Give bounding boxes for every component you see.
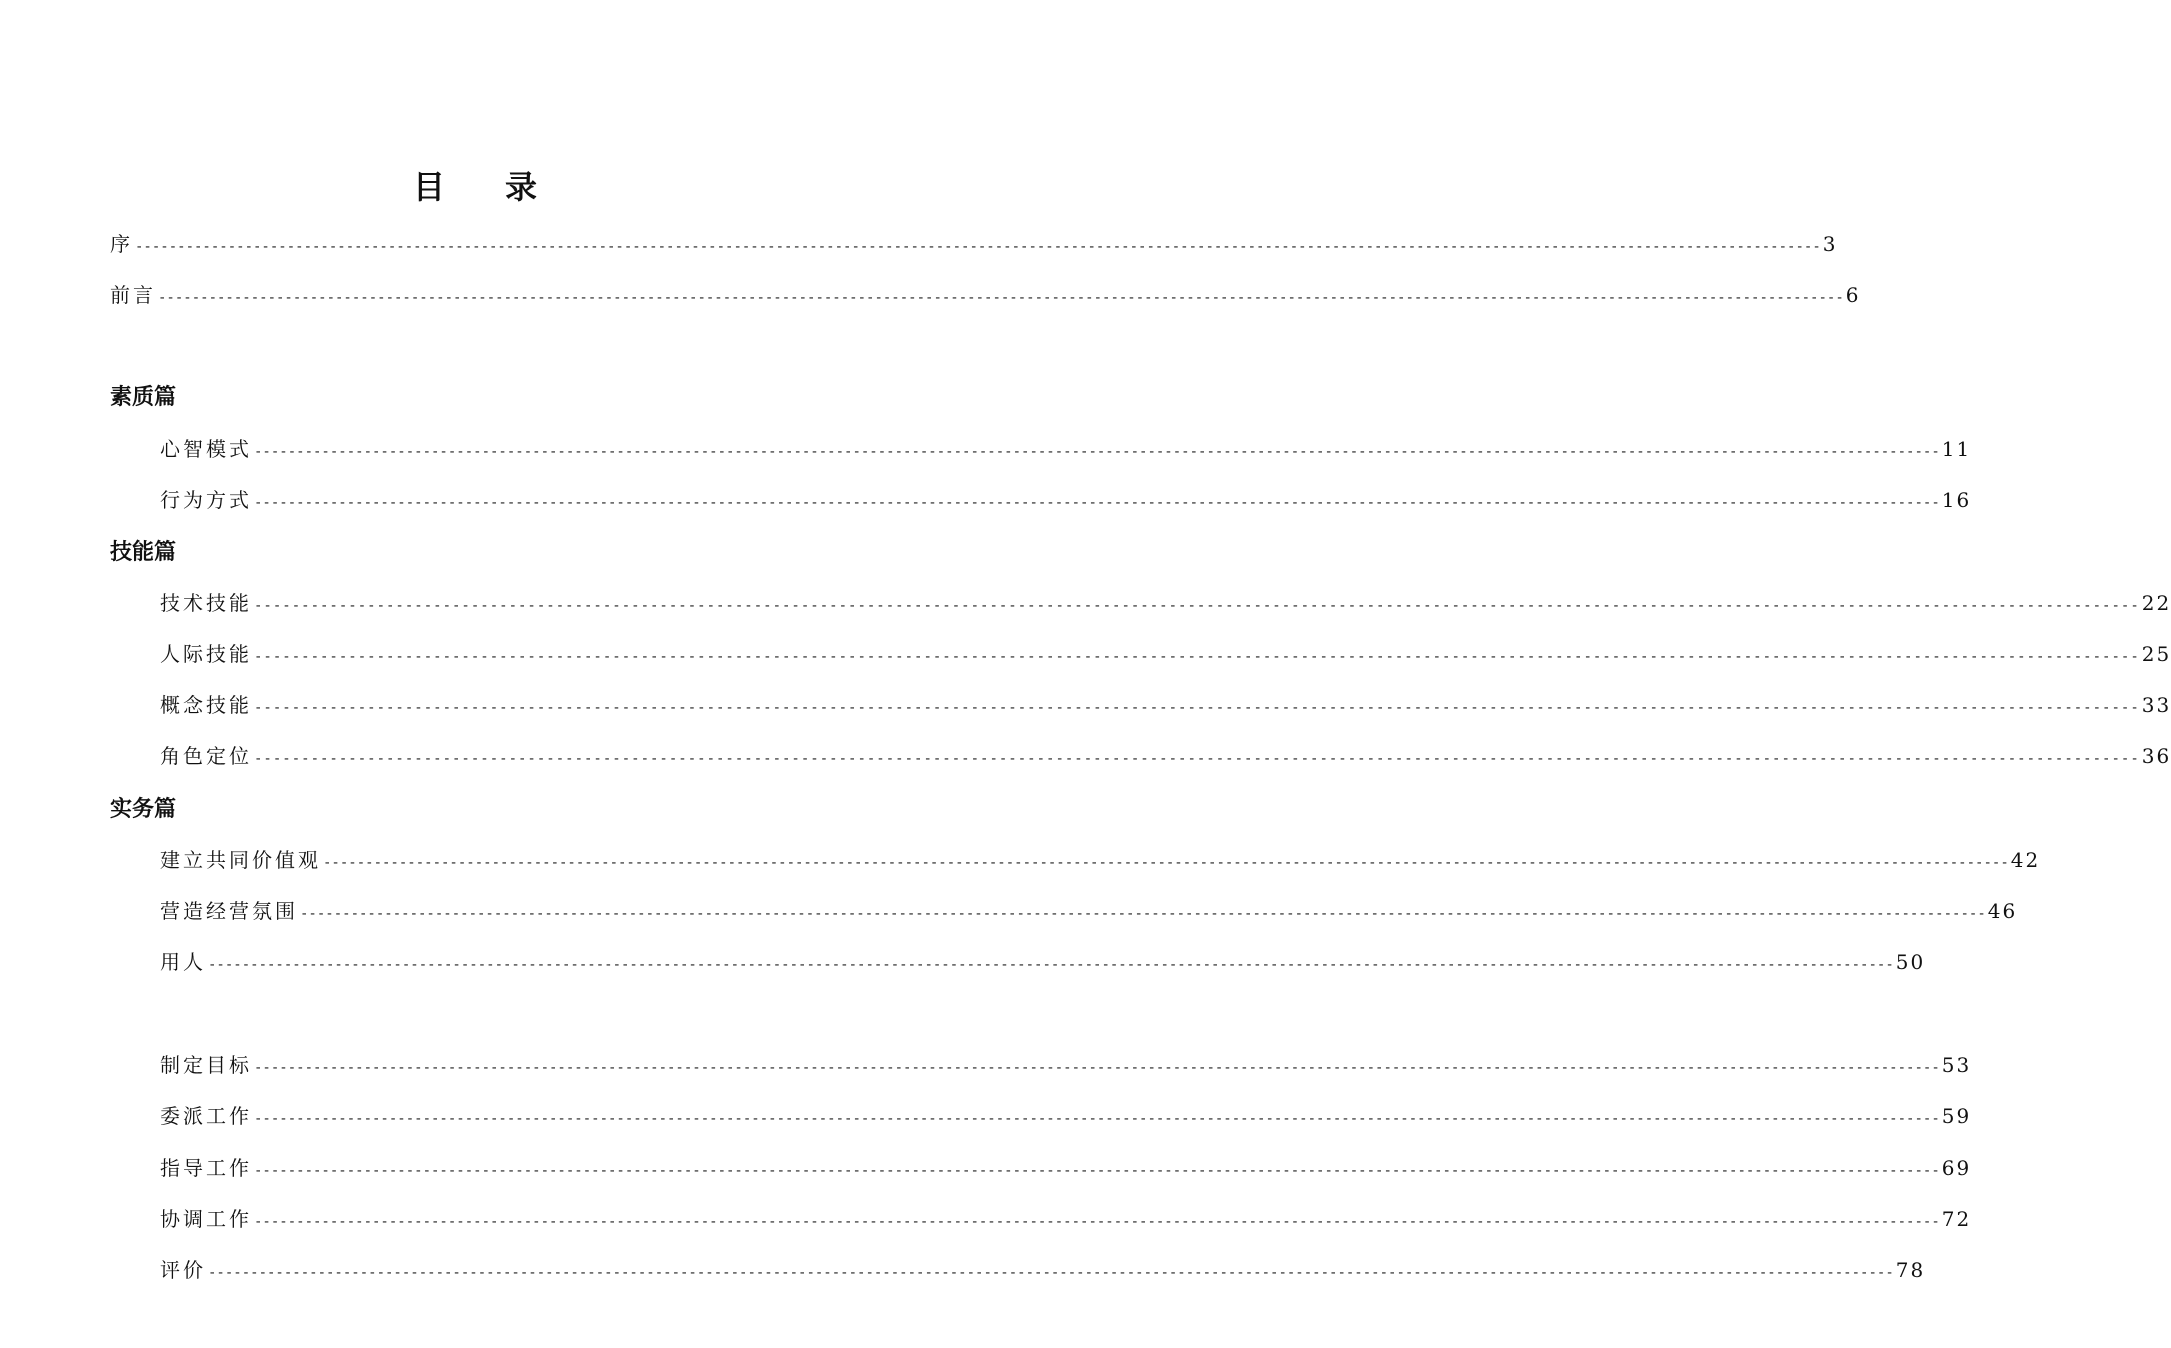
toc-entry-label: 评价 — [160, 1258, 206, 1282]
dot-leader: -------------------------------------------------------------------------------------------------------------------------------------------------------------------------------------------------------- — [158, 290, 1844, 306]
toc-entry[interactable] — [160, 895, 2018, 923]
toc-entry[interactable] — [160, 844, 2041, 872]
dot-leader: -------------------------------------------------------------------------------------------------------------------------------------------------------------------------------------------------------- — [254, 1111, 1940, 1127]
toc-entry-label: 协调工作 — [160, 1207, 252, 1231]
toc-entry-page: 3 — [1822, 232, 1838, 256]
toc-entry-page: 16 — [1941, 488, 1972, 512]
toc-entry-page: 46 — [1987, 899, 2018, 923]
section-heading-quality: 素质篇 — [110, 385, 177, 410]
dot-leader: -------------------------------------------------------------------------------------------------------------------------------------------------------------------------------------------------------- — [300, 906, 1986, 922]
toc-entry-page: 72 — [1941, 1207, 1972, 1231]
toc-entry-label: 委派工作 — [160, 1104, 252, 1128]
toc-entry-label: 人际技能 — [160, 642, 252, 666]
toc-entry[interactable] — [160, 946, 1926, 974]
toc-entry[interactable] — [160, 638, 2171, 666]
dash-leader: -------------------------------------------------------------------------------------------------------------------------------------------------------------------------------------------------------- — [254, 700, 2140, 716]
dot-leader: -------------------------------------------------------------------------------------------------------------------------------------------------------------------------------------------------------- — [208, 1265, 1894, 1281]
dot-leader: -------------------------------------------------------------------------------------------------------------------------------------------------------------------------------------------------------- — [254, 444, 1940, 460]
toc-entry-page: 59 — [1941, 1104, 1972, 1128]
section-heading-practice: 实务篇 — [110, 797, 177, 822]
toc-entry[interactable] — [160, 1152, 1972, 1180]
toc-entry-page: 78 — [1895, 1258, 1926, 1282]
toc-entry-label: 营造经营氛围 — [160, 899, 298, 923]
title-char-2: 录 — [505, 168, 538, 206]
toc-entry[interactable] — [160, 689, 2171, 717]
dot-leader: -------------------------------------------------------------------------------------------------------------------------------------------------------------------------------------------------------- — [254, 1214, 1940, 1230]
toc-entry-page: 69 — [1941, 1156, 1972, 1180]
page-title — [0, 162, 950, 208]
toc-entry-page: 22 — [2141, 591, 2171, 615]
toc-entry-label: 指导工作 — [160, 1156, 252, 1180]
dash-leader: -------------------------------------------------------------------------------------------------------------------------------------------------------------------------------------------------------- — [254, 598, 2140, 614]
toc-entry-page: 50 — [1895, 950, 1926, 974]
toc-entry[interactable] — [160, 1049, 1972, 1077]
dot-leader: -------------------------------------------------------------------------------------------------------------------------------------------------------------------------------------------------------- — [254, 1060, 1940, 1076]
toc-entry-label: 序 — [110, 232, 133, 256]
toc-entry-label: 建立共同价值观 — [160, 848, 321, 872]
dot-leader: -------------------------------------------------------------------------------------------------------------------------------------------------------------------------------------------------------- — [254, 495, 1940, 511]
toc-entry[interactable] — [160, 433, 1972, 461]
toc-entry-label: 心智模式 — [160, 437, 252, 461]
dash-leader: -------------------------------------------------------------------------------------------------------------------------------------------------------------------------------------------------------- — [254, 751, 2140, 767]
toc-entry[interactable] — [160, 587, 2171, 615]
dash-leader: -------------------------------------------------------------------------------------------------------------------------------------------------------------------------------------------------------- — [254, 649, 2140, 665]
dot-leader: -------------------------------------------------------------------------------------------------------------------------------------------------------------------------------------------------------- — [135, 239, 1821, 255]
toc-entry-label: 用人 — [160, 950, 206, 974]
toc-entry-label: 技术技能 — [160, 591, 252, 615]
dot-leader: -------------------------------------------------------------------------------------------------------------------------------------------------------------------------------------------------------- — [323, 855, 2009, 871]
title-char-1: 目 — [412, 168, 445, 206]
dot-leader: -------------------------------------------------------------------------------------------------------------------------------------------------------------------------------------------------------- — [254, 1163, 1940, 1179]
toc-entry-page: 33 — [2141, 693, 2171, 717]
toc-entry[interactable] — [160, 740, 2171, 768]
section-heading-skills: 技能篇 — [110, 540, 177, 565]
dot-leader: -------------------------------------------------------------------------------------------------------------------------------------------------------------------------------------------------------- — [208, 957, 1894, 973]
toc-entry[interactable] — [160, 1254, 1926, 1282]
toc-entry-label: 行为方式 — [160, 488, 252, 512]
toc-entry-page: 36 — [2141, 744, 2171, 768]
toc-entry-page: 11 — [1941, 437, 1972, 461]
toc-entry-label: 概念技能 — [160, 693, 252, 717]
toc-entry-preface[interactable] — [110, 228, 1838, 256]
toc-entry[interactable] — [160, 1203, 1972, 1231]
toc-entry-page: 6 — [1845, 283, 1861, 307]
toc-entry-label: 角色定位 — [160, 744, 252, 768]
toc-entry-page: 53 — [1941, 1053, 1972, 1077]
toc-entry-foreword[interactable] — [110, 279, 1861, 307]
toc-entry-label: 前言 — [110, 283, 156, 307]
toc-entry-page: 42 — [2010, 848, 2041, 872]
toc-entry[interactable] — [160, 1100, 1972, 1128]
toc-entry-label: 制定目标 — [160, 1053, 252, 1077]
toc-entry-page: 25 — [2141, 642, 2171, 666]
toc-entry[interactable] — [160, 484, 1972, 512]
